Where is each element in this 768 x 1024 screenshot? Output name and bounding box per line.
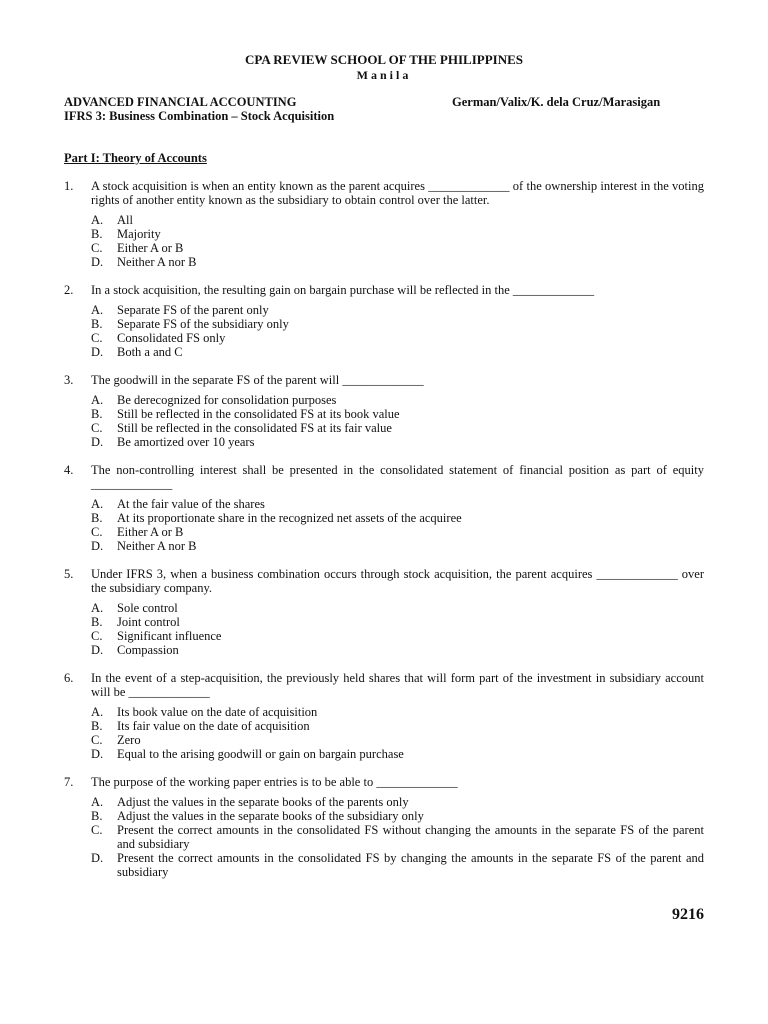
option-text: Adjust the values in the separate books of the parents only bbox=[117, 795, 409, 809]
question-text: In a stock acquisition, the resulting gain on bargain purchase will be reflected in the _____________ bbox=[91, 283, 595, 297]
option-letter: A. bbox=[91, 393, 104, 407]
option-text: Neither A nor B bbox=[117, 255, 197, 269]
question-number: 5. bbox=[64, 567, 74, 581]
option-letter: D. bbox=[91, 643, 104, 657]
question-text: The non-controlling interest shall be presented in the consolidated statement of financial position as part of equity _____________ bbox=[91, 463, 704, 492]
option-letter: D. bbox=[91, 851, 104, 865]
option-text: Present the correct amounts in the consolidated FS by changing the amounts in the separate FS of the parent and subsidiary bbox=[117, 851, 704, 880]
page-number: 9216 bbox=[672, 906, 704, 923]
question-number: 7. bbox=[64, 775, 74, 789]
option-text: Be derecognized for consolidation purposes bbox=[117, 393, 337, 407]
option-letter: B. bbox=[91, 719, 103, 733]
option-letter: D. bbox=[91, 345, 104, 359]
option-text: Either A or B bbox=[117, 525, 184, 539]
option-letter: C. bbox=[91, 823, 103, 837]
option-text: Compassion bbox=[117, 643, 179, 657]
question-number: 2. bbox=[64, 283, 74, 297]
option-text: Consolidated FS only bbox=[117, 331, 226, 345]
option-letter: C. bbox=[91, 331, 103, 345]
option-letter: A. bbox=[91, 497, 104, 511]
option-letter: A. bbox=[91, 303, 104, 317]
option-letter: B. bbox=[91, 407, 103, 421]
option-letter: C. bbox=[91, 241, 103, 255]
option-text: Adjust the values in the separate books of the subsidiary only bbox=[117, 809, 424, 823]
option-text: Neither A nor B bbox=[117, 539, 197, 553]
option-letter: B. bbox=[91, 809, 103, 823]
question-number: 1. bbox=[64, 179, 74, 193]
course-title: ADVANCED FINANCIAL ACCOUNTING bbox=[64, 95, 297, 109]
option-text: Joint control bbox=[117, 615, 180, 629]
option-letter: A. bbox=[91, 795, 104, 809]
option-text: At its proportionate share in the recognized net assets of the acquiree bbox=[117, 511, 462, 525]
option-text: Be amortized over 10 years bbox=[117, 435, 255, 449]
option-text: Both a and C bbox=[117, 345, 183, 359]
question-number: 3. bbox=[64, 373, 74, 387]
option-letter: A. bbox=[91, 213, 104, 227]
option-letter: D. bbox=[91, 435, 104, 449]
option-letter: D. bbox=[91, 747, 104, 761]
option-text: Its book value on the date of acquisition bbox=[117, 705, 318, 719]
option-text: Significant influence bbox=[117, 629, 222, 643]
option-letter: B. bbox=[91, 227, 103, 241]
question-text: The purpose of the working paper entries is to be able to _____________ bbox=[91, 775, 458, 789]
option-letter: C. bbox=[91, 525, 103, 539]
option-letter: A. bbox=[91, 705, 104, 719]
option-letter: B. bbox=[91, 615, 103, 629]
part-heading: Part I: Theory of Accounts bbox=[64, 151, 207, 165]
option-letter: C. bbox=[91, 421, 103, 435]
option-letter: C. bbox=[91, 629, 103, 643]
option-text: Separate FS of the parent only bbox=[117, 303, 269, 317]
question-text: The goodwill in the separate FS of the parent will _____________ bbox=[91, 373, 424, 387]
option-text: All bbox=[117, 213, 133, 227]
question-text: A stock acquisition is when an entity known as the parent acquires _____________ of the ownership interest in the voting rights of another entity known as the subsidiary to obtain control over the latter. bbox=[91, 179, 704, 208]
option-letter: D. bbox=[91, 539, 104, 553]
course-topic: IFRS 3: Business Combination – Stock Acquisition bbox=[64, 109, 335, 123]
question-number: 6. bbox=[64, 671, 74, 685]
option-text: Majority bbox=[117, 227, 161, 241]
option-text: Its fair value on the date of acquisition bbox=[117, 719, 310, 733]
course-authors: German/Valix/K. dela Cruz/Marasigan bbox=[452, 95, 661, 109]
option-text: Still be reflected in the consolidated FS at its book value bbox=[117, 407, 400, 421]
option-text: Separate FS of the subsidiary only bbox=[117, 317, 289, 331]
option-text: Equal to the arising goodwill or gain on bargain purchase bbox=[117, 747, 404, 761]
option-text: Zero bbox=[117, 733, 141, 747]
option-letter: C. bbox=[91, 733, 103, 747]
school-city: Manila bbox=[356, 68, 412, 82]
question-text: Under IFRS 3, when a business combination occurs through stock acquisition, the parent acquires _____________ over the subsidiary company. bbox=[91, 567, 704, 596]
option-text: Present the correct amounts in the consolidated FS without changing the amounts in the separate FS of the parent and subsidiary bbox=[117, 823, 704, 852]
question-text: In the event of a step-acquisition, the previously held shares that will form part of the investment in subsidiary account will be _____________ bbox=[91, 671, 704, 700]
question-number: 4. bbox=[64, 463, 74, 477]
option-text: At the fair value of the shares bbox=[117, 497, 265, 511]
option-letter: B. bbox=[91, 511, 103, 525]
option-text: Still be reflected in the consolidated FS at its fair value bbox=[117, 421, 392, 435]
option-letter: A. bbox=[91, 601, 104, 615]
option-text: Either A or B bbox=[117, 241, 184, 255]
option-text: Sole control bbox=[117, 601, 178, 615]
school-name: CPA REVIEW SCHOOL OF THE PHILIPPINES bbox=[245, 52, 523, 67]
option-letter: B. bbox=[91, 317, 103, 331]
option-letter: D. bbox=[91, 255, 104, 269]
